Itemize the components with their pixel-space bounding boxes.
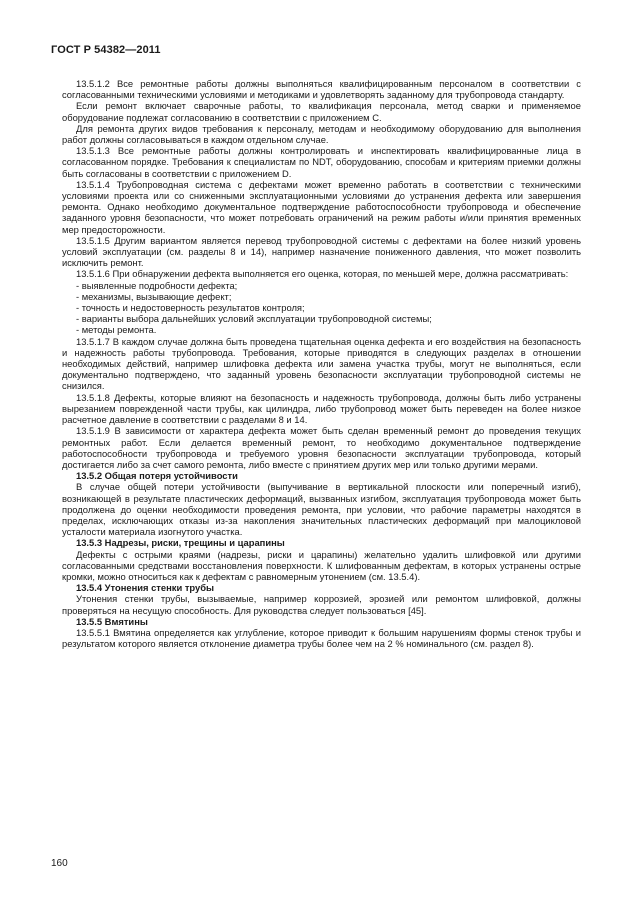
list-item: - точность и недостоверность результатов контроля;	[76, 302, 305, 314]
paragraph: В случае общей потери устойчивости (выпучивание в вертикальной плоскости или поперечный изгиб), возникающей в результате пластических деформаций, вызванных изгибом, эксплуатация трубопровода может быть продолжена до оценки необходимости проведения ремонта, при условии, что рабочие параметры находятся в пределах, исключающих отказы из-за накопления значительных пластических деформаций при малоцикловой усталости материала изогнутого участка.	[62, 481, 581, 538]
document-body	[62, 78, 581, 649]
paragraph: 13.5.1.9 В зависимости от характера дефекта может быть сделан временный ремонт до проведения текущих ремонтных работ. Если делается временный ремонт, то необходимо документальное подтверждение работоспособности трубопровода и требуемого уровня безопасности эксплуатации трубопровода, который достигается либо за счет самого ремонта, либо вместе с принятием других мер или только другими мерами.	[62, 425, 581, 470]
paragraph: Дефекты с острыми краями (надрезы, риски и царапины) желательно удалить шлифовкой или другими согласованными средствами восстановления поверхности. К шлифованным дефектам, в которых устранены острые кромки, можно относиться как к дефектам с равномерным утонением (см. 13.5.4).	[62, 548, 581, 582]
page-number: 160	[51, 858, 68, 869]
paragraph: 13.5.1.8 Дефекты, которые влияют на безопасность и надежность трубопровода, должны быть либо устранены вырезанием поврежденной части трубы, как цилиндра, либо трубопровод может быть переведен на более низкое расчетное давление в соответствии с разделами 8 и 14.	[62, 391, 581, 426]
paragraph: Утонения стенки трубы, вызываемые, например коррозией, эрозией или ремонтом шлифовкой, должны проверяться на несущую способность. Для руководства следует пользоваться [45].	[62, 593, 581, 616]
list-item: - выявленные подробности дефекта;	[76, 279, 238, 291]
paragraph: 13.5.1.7 В каждом случае должна быть проведена тщательная оценка дефекта и его воздействия на безопасность и надежность работы трубопровода. Требования, которые приводятся в следующих разделах в отношении необходимых действий, например шлифовка дефекта или замена участка трубы, могут не выполняться, если документально подтверждено, что заданный уровень безопасности эксплуатации трубопроводной системы не снизился.	[62, 335, 581, 392]
paragraph: 13.5.1.6 При обнаружении дефекта выполняется его оценка, которая, по меньшей мере, должна рассматривать:	[76, 268, 569, 280]
section-heading: 13.5.2 Общая потеря устойчивости	[76, 470, 238, 482]
section-heading: 13.5.3 Надрезы, риски, трещины и царапины	[76, 537, 285, 549]
list-item: - варианты выбора дальнейших условий эксплуатации трубопроводной системы;	[76, 313, 432, 325]
section-heading: 13.5.4 Утонения стенки трубы	[76, 582, 215, 594]
paragraph: 13.5.1.4 Трубопроводная система с дефектами может временно работать в соответствии с техническими условиями проекта или со сниженными эксплуатационными условиями до устранения дефекта или завершения ремонта. Однако необходимо документальное подтверждение работоспособности трубопровода и обеспечение заданного уровня безопасности, что может потребовать ограничений на режим работы и/или принятия временных мер предосторожности.	[62, 178, 581, 235]
list-item: - методы ремонта.	[76, 324, 157, 336]
page-header-standard-id: ГОСТ Р 54382—2011	[51, 44, 161, 56]
section-heading: 13.5.5 Вмятины	[76, 615, 148, 627]
list-item: - механизмы, вызывающие дефект;	[76, 290, 232, 302]
paragraph: 13.5.1.3 Все ремонтные работы должны контролировать и инспектировать квалифицированные лица в согласованном порядке. Требования к специалистам по NDT, оборудованию, способам и критериям приемки должны быть согласованы в соответствии с приложением D.	[62, 145, 581, 179]
paragraph: 13.5.1.2 Все ремонтные работы должны выполняться квалифицированным персоналом в соответствии с согласованными техническими условиями и методиками и удовлетворять заданному для трубопровода стандарту.	[62, 78, 581, 101]
paragraph: Для ремонта других видов требования к персоналу, методам и необходимому оборудованию для выполнения работ должны согласовываться в каждом отдельном случае.	[62, 122, 581, 146]
paragraph: 13.5.1.5 Другим вариантом является перевод трубопроводной системы с дефектами на более низкий уровень условий эксплуатации (см. разделы 8 и 14), например назначение пониженного давления, что может позволить исключить ремонт.	[62, 234, 581, 269]
paragraph: 13.5.5.1 Вмятина определяется как углубление, которое приводит к большим нарушениям формы стенок трубы и результатом которого является отклонение диаметра трубы более чем на 2 % номинального (см. раздел 8).	[62, 626, 581, 650]
paragraph: Если ремонт включает сварочные работы, то квалификация персонала, метод сварки и применяемое оборудование подлежат согласованию в соответствии с приложением С.	[62, 100, 581, 123]
